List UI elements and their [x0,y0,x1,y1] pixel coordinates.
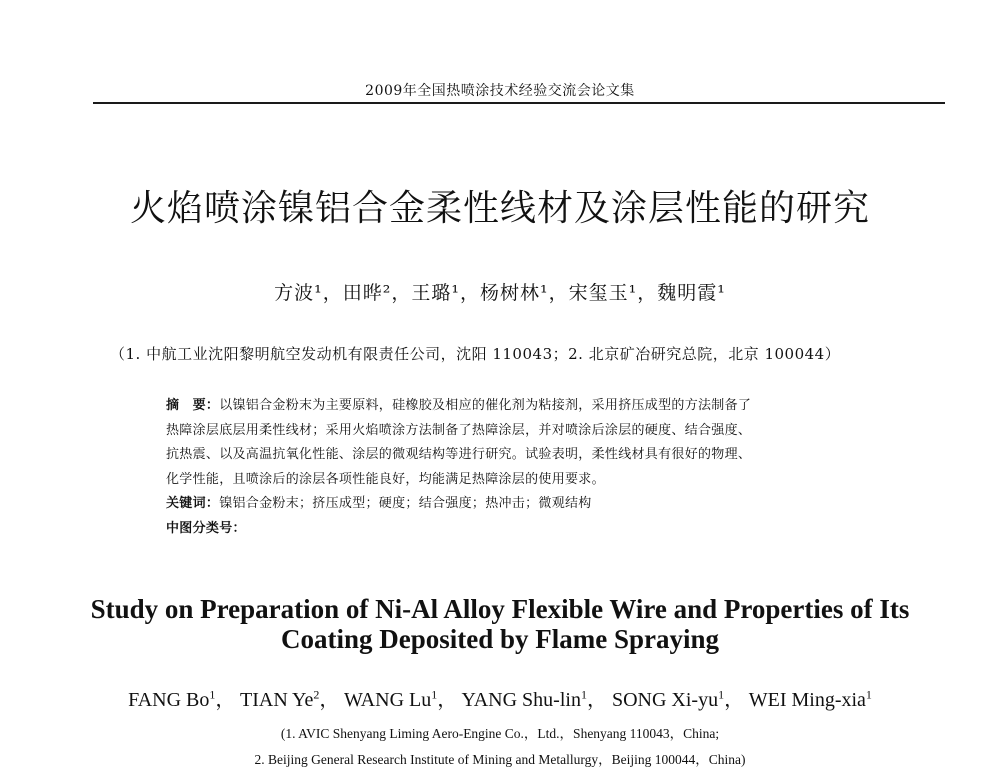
classification-label: 中图分类号： [166,520,246,536]
abstract-line-3: 抗热震、以及高温抗氧化性能、涂层的微观结构等进行研究。试验表明，柔性线材具有很好的物理、 [166,447,752,462]
chinese-authors: 方波¹，田晔²，王璐¹，杨树林¹，宋玺玉¹，魏明霞¹ [274,282,726,304]
author-name: FANG Bo [128,689,210,711]
author-separator: ， [319,689,340,711]
author-name: YANG Shu-lin [461,689,581,711]
author-affiliation-mark: 1 [431,687,438,702]
abstract-line-1 [166,394,866,419]
author-separator: ， [215,689,236,711]
english-title [0,594,1000,654]
abstract-line-4: 化学性能，且喷涂后的涂层各项性能良好，均能满足热障涂层的使用要求。 [166,471,605,487]
running-header: 2009年全国热喷涂技术经验交流会论文集 [365,83,635,99]
author-name: WEI Ming-xia [748,689,866,711]
author-name: TIAN Ye [240,689,314,711]
author-affiliation-mark: 1 [580,687,587,702]
keywords-text: 镍铝合金粉末；挤压成型；硬度；结合强度；热冲击；微观结构 [219,496,592,511]
author-name: SONG Xi-yu [611,689,719,711]
keywords-line [166,492,866,517]
author-separator: ， [437,689,458,711]
classification-line [166,517,866,542]
author-separator: ， [586,689,607,711]
author-affiliation-mark: 1 [209,687,216,702]
abstract-line-2: 热障涂层底层用柔性线材；采用火焰喷涂方法制备了热障涂层，并对喷涂后涂层的硬度、结合强度、 [166,422,752,438]
chinese-affiliation: （1. 中航工业沈阳黎明航空发动机有限责任公司，沈阳 110043；2. 北京矿冶研究总院，北京 100044） [110,345,841,363]
english-authors [0,683,1000,712]
english-title-line-1: Study on Preparation of Ni-Al Alloy Flexible Wire and Properties of Its [90,594,910,624]
english-affiliation-2: 2. Beijing General Research Institute of Mining and Metallurgy，Beijing 100044，China) [254,752,746,767]
header-rule [93,102,945,104]
author-affiliation-mark: 1 [718,687,725,702]
author-affiliation-mark: 2 [313,687,320,702]
chinese-title: 火焰喷涂镍铝合金柔性线材及涂层性能的研究 [129,188,870,229]
abstract-label: 摘 要： [166,398,220,413]
chinese-abstract [166,394,866,541]
keywords-label: 关键词： [166,496,220,511]
author-name: WANG Lu [344,689,432,711]
abstract-text-1: 以镍铝合金粉末为主要原料，硅橡胶及相应的催化剂为粘接剂，采用挤压成型的方法制备了 [219,398,752,413]
english-title-line-2: Coating Deposited by Flame Spraying [280,624,720,654]
english-affiliation-1: (1. AVIC Shenyang Liming Aero-Engine Co.，Ltd.，Shenyang 110043，China; [280,726,720,741]
author-affiliation-mark: 1 [865,687,872,702]
author-separator: ， [724,689,745,711]
